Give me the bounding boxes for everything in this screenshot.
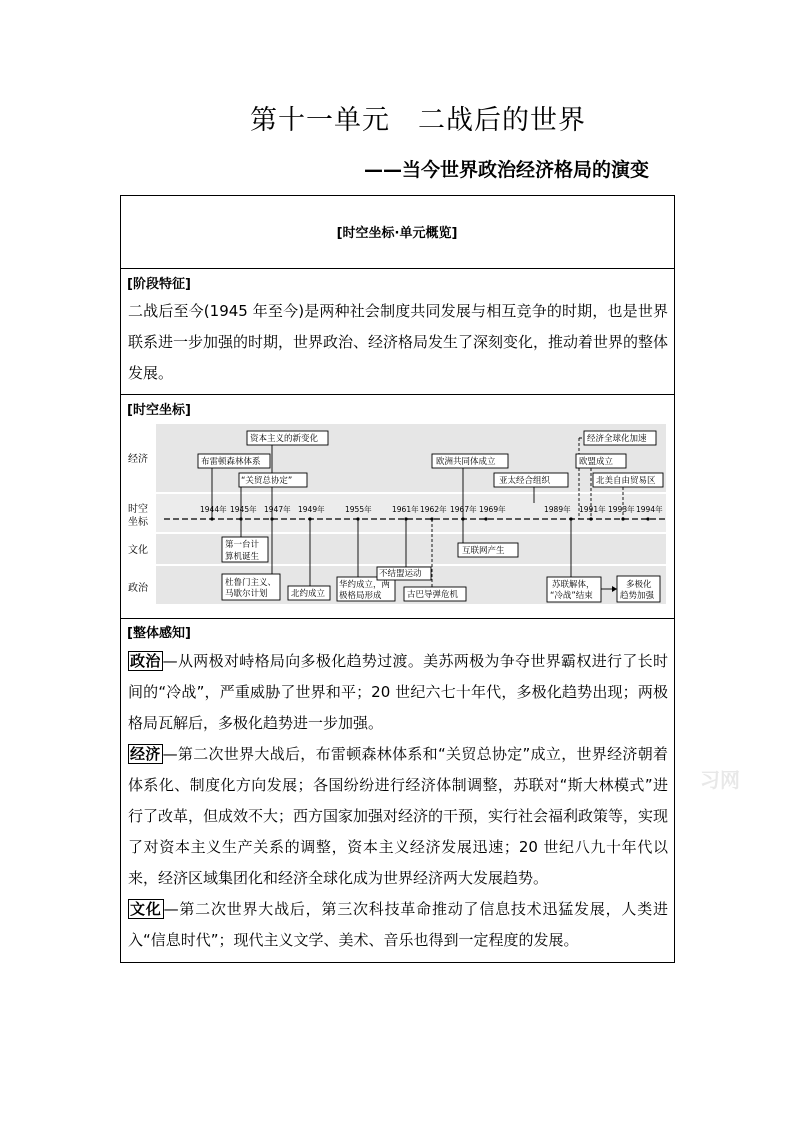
year-label: 1955年 xyxy=(345,505,372,514)
event-truman: 马歇尔计划 xyxy=(225,589,268,599)
overall-label: [整体感知] xyxy=(127,626,191,641)
event-computer: 第一台计 xyxy=(225,540,260,550)
overall-economy xyxy=(128,739,668,894)
economy-text: —第二次世界大战后，布雷顿森林体系和“关贸总协定”成立，世界经济朝着体系化、制度化方向发展；各国纷纷进行经济体制调整，苏联对“斯大林模式”进行了改革，但成效不大；西方国家加强对经济的干预，实行社会福利政策等，实现了对资本主义生产关系的调整，资本主义经济发展迅速；20 世纪八九十年代以来，经济区域集团化和经济全球化成为世界经济两大发展趋势。 xyxy=(128,745,669,887)
politics-text: —从两极对峙格局向多极化趋势过渡。美苏两极为争夺世界霸权进行了长时间的“冷战”，严重威胁了世界和平；20 世纪六七十年代，多极化趋势出现；两极格局瓦解后，多极化趋势进一步加强。 xyxy=(128,652,668,732)
overview-heading: [时空坐标·单元概览] xyxy=(336,226,458,241)
stage-label: [阶段特征] xyxy=(127,277,191,292)
year-label: 1991年 xyxy=(579,505,606,514)
year-label: 1969年 xyxy=(479,505,506,514)
event-ec: 欧洲共同体成立 xyxy=(436,457,496,467)
event-multipolar: 多极化 xyxy=(626,580,652,590)
row-label-politics: 政治 xyxy=(128,583,148,594)
year-label: 1967年 xyxy=(450,505,477,514)
event-ussr: “冷战”结束 xyxy=(550,591,593,601)
overall-politics xyxy=(128,646,668,739)
event-nato: 北约成立 xyxy=(291,589,326,599)
divider xyxy=(120,394,675,395)
watermark: 习网 xyxy=(700,768,740,792)
event-eu: 欧盟成立 xyxy=(579,457,614,467)
politics-tag: 政治 xyxy=(130,652,161,670)
year-label: 1962年 xyxy=(420,505,447,514)
economy-tag: 经济 xyxy=(130,745,161,763)
unit-subtitle: ——当今世界政治经济格局的演变 xyxy=(364,159,650,181)
event-capitalism-change: 资本主义的新变化 xyxy=(250,434,319,444)
unit-title: 第十一单元 二战后的世界 xyxy=(250,105,586,136)
event-nonaligned: 不结盟运动 xyxy=(379,569,422,579)
culture-tag: 文化 xyxy=(130,900,162,918)
divider xyxy=(120,268,675,269)
event-gatt: “关贸总协定” xyxy=(241,476,293,486)
year-label: 1989年 xyxy=(544,505,571,514)
event-multipolar: 趋势加强 xyxy=(620,591,655,601)
event-bretton-woods: 布雷顿森林体系 xyxy=(201,457,261,467)
divider xyxy=(120,618,675,619)
event-warsaw: 华约成立，两 xyxy=(339,580,391,590)
year-label: 1993年 xyxy=(608,505,635,514)
year-label: 1994年 xyxy=(636,505,663,514)
row-label-axis-2: 坐标 xyxy=(128,517,148,528)
event-internet: 互联网产生 xyxy=(462,546,505,556)
event-apec: 亚太经合组织 xyxy=(499,476,551,486)
event-nafta: 北美自由贸易区 xyxy=(596,476,656,486)
event-truman: 杜鲁门主义、 xyxy=(225,578,277,588)
event-ussr: 苏联解体， xyxy=(552,580,595,590)
year-label: 1947年 xyxy=(264,505,291,514)
year-label: 1945年 xyxy=(230,505,257,514)
year-label: 1961年 xyxy=(392,505,419,514)
culture-text: —第二次世界大战后，第三次科技革命推动了信息技术迅猛发展，人类进入“信息时代”；现代主义文学、美术、音乐也得到一定程度的发展。 xyxy=(128,900,668,949)
row-label-economy: 经济 xyxy=(128,454,148,465)
year-label: 1949年 xyxy=(298,505,325,514)
event-computer: 算机诞生 xyxy=(225,552,260,562)
timeline-label: [时空坐标] xyxy=(127,403,191,418)
event-warsaw: 极格局形成 xyxy=(339,591,382,601)
event-globalization: 经济全球化加速 xyxy=(587,434,647,444)
timeline-chart xyxy=(126,424,666,604)
stage-text: 二战后至今(1945 年至今)是两种社会制度共同发展与相互竞争的时期，也是世界联系进一步加强的时期，世界政治、经济格局发生了深刻变化，推动着世界的整体发展。 xyxy=(128,302,669,382)
overall-culture xyxy=(128,894,668,956)
event-cuba: 古巴导弹危机 xyxy=(407,590,459,600)
row-label-culture: 文化 xyxy=(128,545,148,556)
year-label: 1944年 xyxy=(200,505,227,514)
row-label-axis-1: 时空 xyxy=(128,504,148,515)
